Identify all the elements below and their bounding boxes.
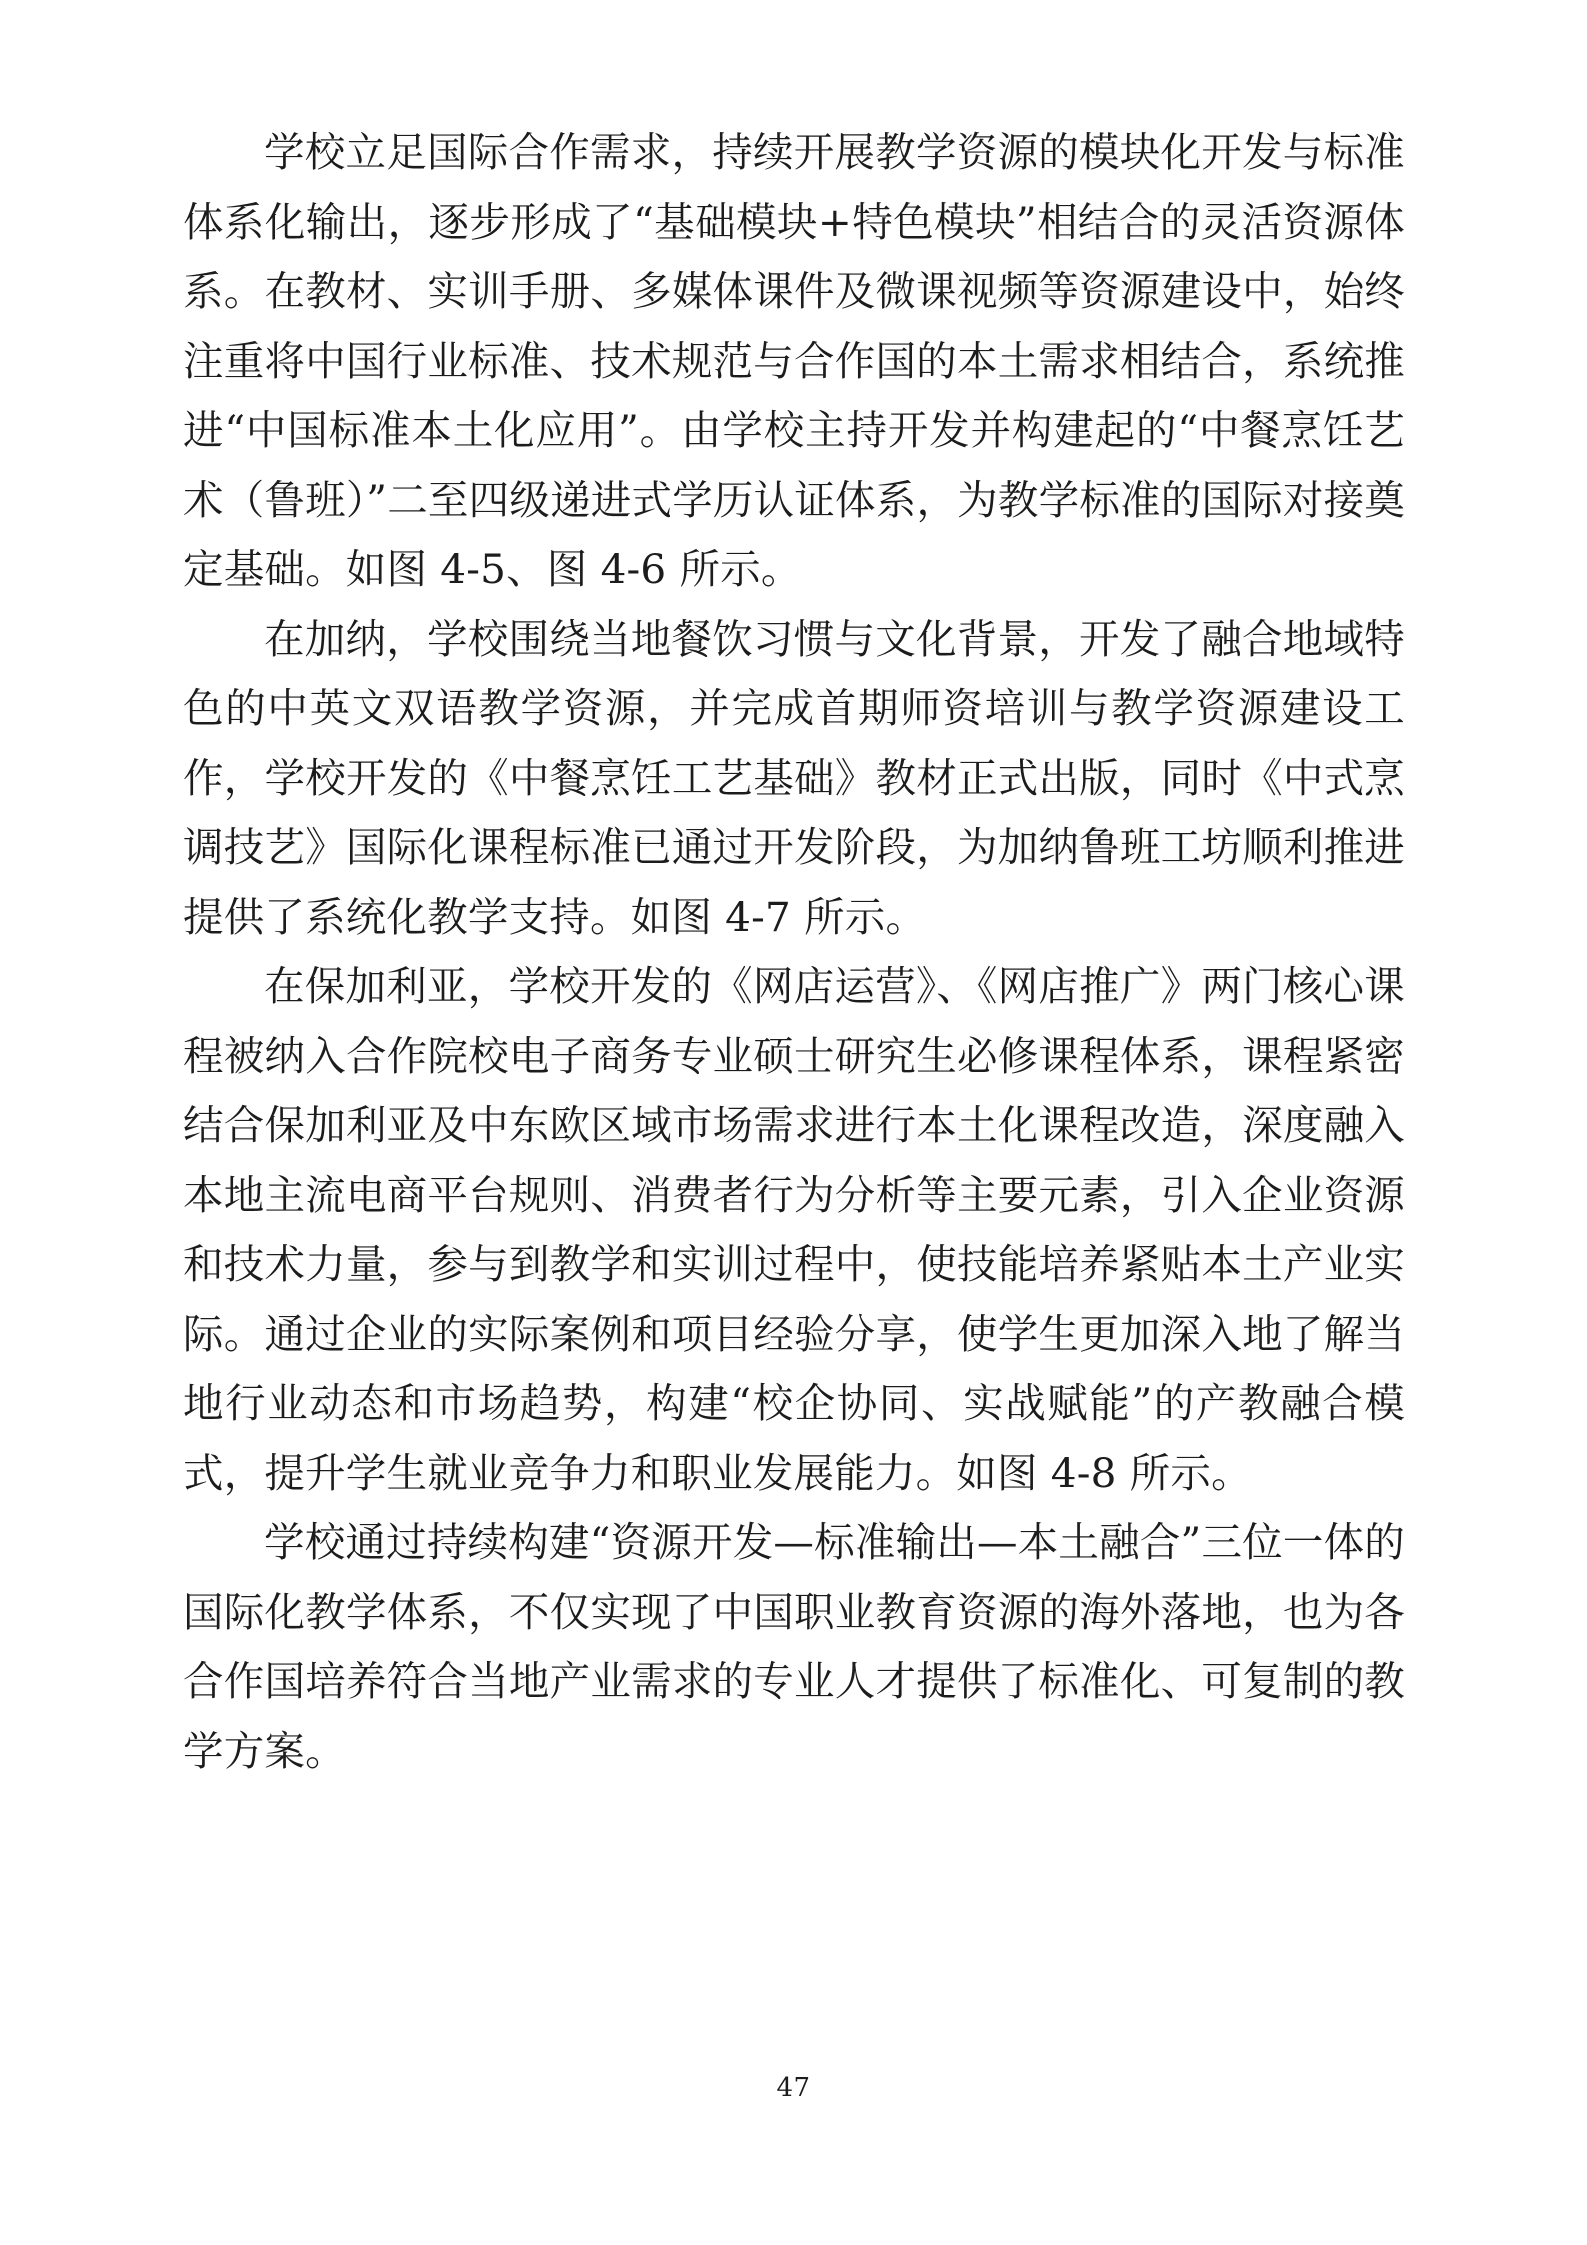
page-body <box>183 118 1405 1786</box>
body-paragraph: 学校立足国际合作需求，持续开展教学资源的模块化开发与标准体系化输出，逐步形成了“基础模块+特色模块”相结合的灵活资源体系。在教材、实训手册、多媒体课件及微课视频等资源建设中，始终注重将中国行业标准、技术规范与合作国的本土需求相结合，系统推进“中国标准本土化应用”。由学校主持开发并构建起的“中餐烹饪艺术（鲁班）”二至四级递进式学历认证体系，为教学标准的国际对接奠定基础。如图 4-5、图 4-6 所示。 <box>183 128 1405 593</box>
body-paragraph: 学校通过持续构建“资源开发—标准输出—本土融合”三位一体的国际化教学体系，不仅实现了中国职业教育资源的海外落地，也为各合作国培养符合当地产业需求的专业人才提供了标准化、可复制的教学方案。 <box>183 1518 1405 1775</box>
body-paragraph: 在加纳，学校围绕当地餐饮习惯与文化背景，开发了融合地域特色的中英文双语教学资源，并完成首期师资培训与教学资源建设工作，学校开发的《中餐烹饪工艺基础》教材正式出版，同时《中式烹调技艺》国际化课程标准已通过开发阶段，为加纳鲁班工坊顺利推进提供了系统化教学支持。如图 4-7 所示。 <box>183 614 1405 941</box>
page-number: 47 <box>776 2073 811 2103</box>
body-paragraph: 在保加利亚，学校开发的《网店运营》、《网店推广》两门核心课程被纳入合作院校电子商务专业硕士研究生必修课程体系，课程紧密结合保加利亚及中东欧区域市场需求进行本土化课程改造，深度融入本地主流电商平台规则、消费者行为分析等主要元素，引入企业资源和技术力量，参与到教学和实训过程中，使技能培养紧贴本土产业实际。通过企业的实际案例和项目经验分享，使学生更加深入地了解当地行业动态和市场趋势，构建“校企协同、实战赋能”的产教融合模式，提升学生就业竞争力和职业发展能力。如图 4-8 所示。 <box>183 962 1405 1497</box>
